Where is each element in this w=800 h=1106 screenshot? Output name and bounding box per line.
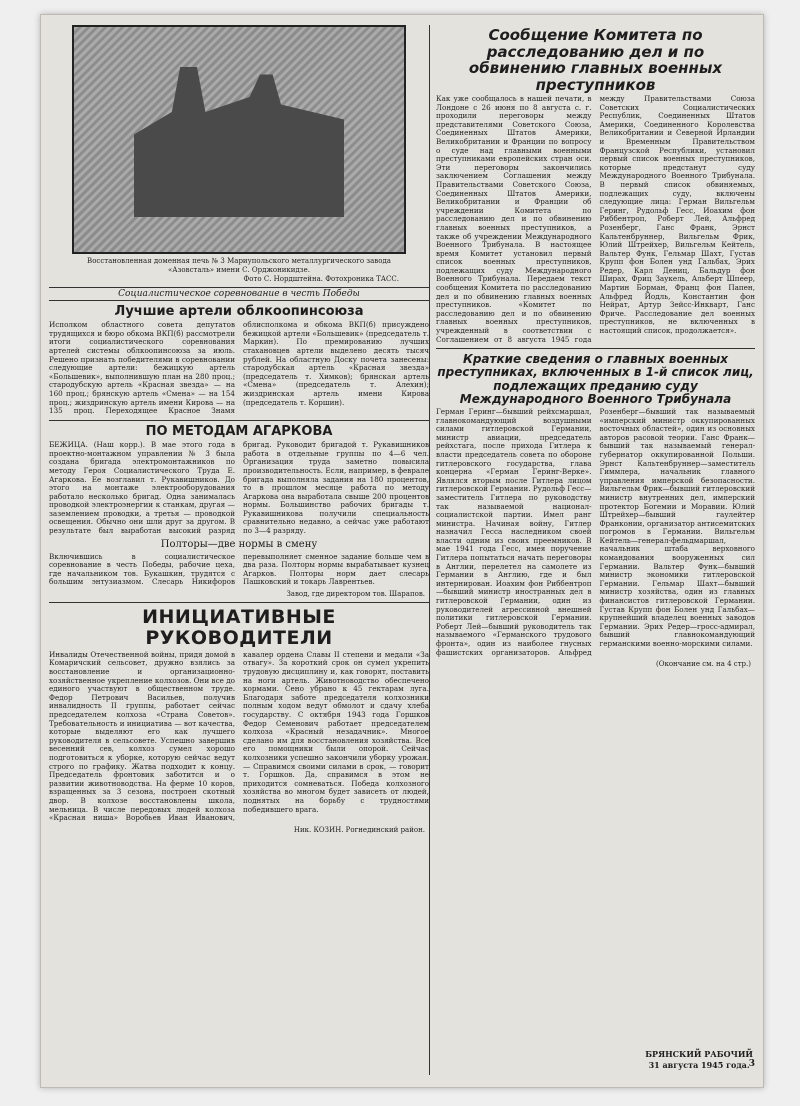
divider <box>49 602 429 603</box>
newspaper-name: БРЯНСКИЙ РАБОЧИЙ <box>645 1049 753 1059</box>
article-norms-body: Включившись в социалистическое соревнование в честь Победы, рабочие цеха, где начальником тов. Букашкин, трудятся с большим энтузиазмом. Слесарь Никифоров перевыполняет сменное задание больше чем в два раза. Полторы нормы вырабатывает кузнец Агарков. Полторы норм дает слесарь Пашковский и токарь Лаврентьев. <box>49 551 429 587</box>
divider <box>49 420 429 421</box>
article-artels-body: Исполком областного совета депутатов трудящихся и бюро обкома ВКП(б) рассмотрели итоги социалистического соревнования артелей системы облкоопинсоюза за июль. Решено признать победителями в соревновании следующие артели: бежицкую артель «Большевик», выполнившую план на 280 проц.; стародубскую артель «Красная звезда» — на 160 проц.; брянскую артель «Смена» — на 154 проц.; жиздринскую артель имени Кирова — на 135 проц. Переходящее Красное Знамя облисполкома и обкома ВКП(б) присуждено бежицкой артели «Большевик» (председатель т. Маркин). По премированию лучших стахановцев артели выделено десять тысяч рублей. На областную Доску почета занесены: стародубская артель «Красная звезда» (председатель т. Химков); брянская артель «Смена» (председатель т. Алехин); жиздринская артель имени Кирова (председатель т. Коршин). <box>49 320 429 416</box>
page-number: 3 <box>748 1059 755 1069</box>
article-leaders-sign: Ник. КОЗИН. Рогнединский район. <box>293 825 425 834</box>
article-agarkov-body: БЕЖИЦА. (Наш корр.). В мае этого года в проектно-монтажном управлении № 3 была создана бригада электромонтажников по методу Героя Социалистического Труда Е. Агаркова. Ее возглавил т. Рукавишников. До этого на монтаже электрооборудования работало несколько бригад. Одна занималась проводкой электроэнергии к станкам, другая — заземлением проводки, а третья — проводкой освещения. Обычно они шли друг за другом. В результате был выработан высокий разряд бригад. Руководит бригадой т. Рукавишников работа в отдельные группы по 4—6 чел. Организация труда заметно повысила производительность. Если, например, в феврале бригада выполняла задания на 180 процентов, то в прошлом месяце работа по методу Агаркова она выработала свыше 200 процентов нормы. Большинство рабочих бригады т. Рукавишникова получили специальность сравнительно недавно, а сейчас уже работают по 3—4 разряду. <box>49 440 429 536</box>
photo-caption: Восстановленная доменная печь № 3 Мариупольского металлургического завода «Азовсталь» имени С. Орджоникидзе. <box>87 257 391 274</box>
page-footer <box>47 1049 757 1083</box>
headline-leaders: ИНИЦИАТИВНЫЕ РУКОВОДИТЕЛИ <box>142 606 336 649</box>
article-leaders-body: Инвалиды Отечественной войны, придя домой в Комаричский сельсовет, дружно взялись за восстановление и организационно-хозяйственное укрепление колхозов. Они все до единого участвуют в общественном труде. Федор Петрович Васильев, получив инвалидность II группы, работает сейчас председателем колхоза «Страна Советов». Требовательность и инициатива — вот качества, которые выделяют его как лучшего руководителя в сельсовете. Успешно завершив весенний сев, колхоз сумел хорошо подготовиться к уборке, которую сейчас ведут строго по графику. Жатва подходит к концу. Председатель фронтовик заботится и о развитии животноводства. На ферме 10 коров, взращенных за 3 сезона, построен скотный двор. В колхозе восстановлены школа, мельница. В числе передовых людей колхоза «Красная ниша» Воробьев Иван Иванович, кавалер ордена Славы II степени и медали «За отвагу». За короткий срок он сумел укрепить трудовую дисциплину и, как говорят, поставить на ноги артель. Животноводство обеспечено кормами. Сено убрано к 45 гектарам луга. Благодаря заботе председателя колхозники полным ходом ведут обмолот и сдачу хлеба государству. С октября 1943 года Горшков Федор Семенович работает председателем колхоза «Красный незадачник». Многое сделано им для восстановления хозяйства. Все его помощники были опорой. Сейчас колхозники успешно закончили уборку урожая. — Справимся своими силами в срок, — говорит т. Горшков. Да, справимся в этом не приходится сомневаться. Победа колхозного хозяйства во многом будет зависеть от людей, поднятых на борьбу с трудностями победившего врага. <box>49 649 429 823</box>
issue-info <box>645 1049 753 1071</box>
newspaper-page <box>40 14 764 1088</box>
article-norms-sign: Завод, где директором тов. Шарапов. <box>286 590 425 599</box>
left-column <box>49 25 429 1075</box>
headline-committee: Сообщение Комитета по расследованию дел и по обвинению главных военных преступников <box>468 26 723 94</box>
banner-norms: Полторы—две нормы в смену <box>160 538 318 550</box>
right-column <box>429 25 755 1075</box>
issue-date: 31 августа 1945 года. <box>648 1060 750 1070</box>
photo-credit: Фото С. Нордштейна. Фотохроника ТАСС. <box>243 275 399 283</box>
article-criminals-body: Герман Геринг—бывший рейхсмаршал, главнокомандующий воздушными силами гитлеровской Германии, министр авиации, председатель рейхстага, после прихода Гитлера к власти председатель совета по обороне гитлеровского государства, глава концерна «Герман Геринг-Верке». Являлся вторым после Гитлера лицом гитлеровской Германии. Рудольф Гесс—заместитель Гитлера по руководству так называемой национал-социалистской партии. Имел ранг министра. Начиная войну, Гитлер назначил Гесса наследником своей власти одним из своих преемников. В мае 1941 года Гесс, имея поручение Гитлера попытаться начать переговоры в Англии, перелетел на самолете из Германии в Англию, где и был интернирован. Иоахим фон Риббентроп—бывший министр иностранных дел в гитлеровской Германии, один из руководителей агрессивной внешней политики гитлеровской Германии. Роберт Лей—бывший руководитель так называемого «Германского трудового фронта», один из наиболее гнусных фашистских организаторов. Альфред Розенберг—бывший так называемый «имперский министр оккупированных восточных областей», один из основных авторов расовой теории. Ганс Франк—бывший так называемый генерал-губернатор оккупированной Польши. Эрнст Кальтенбруннер—заместитель Гиммлера, начальник главного управления имперской безопасности. Вильгельм Фрик—бывший гитлеровский министр внутренних дел, имперский протектор Богемии и Моравии. Юлий Штрейхер—бывший гаулейтер Франконии, организатор антисемитских погромов в Германии. Вильгельм Кейтель—генерал-фельдмаршал, начальник штаба верховного командования вооруженных сил Германии. Вальтер Функ—бывший министр экономики гитлеровской Германии. Гельмар Шахт—бывший министр хозяйства, один из главных финансистов гитлеровской Германии. Густав Крупп фон Болен унд Гальбах—крупнейший владелец военных заводов Германии. Эрих Редер—гросс-адмирал, бывший главнокомандующий германскими военно-морскими силами. <box>436 406 755 657</box>
headline-artels: Лучшие артели облкоопинсоюза <box>114 304 364 319</box>
article-committee-body: Как уже сообщалось в нашей печати, в Лондоне с 26 июня по 8 августа с. г. проходили переговоры между представителями Советского Союза, Соединенных Штатов Америки, Великобритании и Франции по вопросу о суде над главными военными преступниками европейских стран оси. Эти переговоры закончились заключением Соглашения между Правительствами Советского Союза, Соединенных Штатов Америки, Великобритании и Франции об учреждении Комитета по расследованию дел и по обвинению главных военных преступников, а также об учреждении Международного Военного Трибунала. В настоящее время Комитет установил первый список военных преступников, подлежащих суду Международного Военного Трибунала. Передаем текст сообщения Комитета по расследованию дел и по обвинению главных военных преступников. «Комитет по расследованию дел и по обвинению главных военных преступников, учрежденный в соответствии с Соглашением от 8 августа 1945 года между Правительствами Союза Советских Социалистических Республик, Соединенных Штатов Америки, Соединенного Королевства Великобритании и Северной Ирландии и Временным Правительством Французской Республики, установил первый список военных преступников, которые предстанут суду Международного Военного Трибунала. В первый список обвиняемых, подлежащих суду, включены следующие лица: Герман Вильгельм Геринг, Рудольф Гесс, Иоахим фон Риббентроп, Роберт Лей, Альфред Розенберг, Ганс Франк, Эрнст Кальтенбруннер, Вильгельм Фрик, Юлий Штрейхер, Вильгельм Кейтель, Вальтер Функ, Гельмар Шахт, Густав Крупп фон Болен унд Гальбах, Эрих Редер, Карл Дениц, Бальдур фон Ширах, Фриц Заукель, Альберт Шпеер, Мартин Борман, Франц фон Папен, Альфред Йодль, Константин фон Нейрат, Артур Зейсс-Инкварт, Ганс Фриче. Расследование дел военных преступников, не включенных в настоящий список, продолжается». <box>436 94 755 344</box>
factory-photo <box>72 25 406 254</box>
headline-agarkov: ПО МЕТОДАМ АГАРКОВА <box>145 423 333 439</box>
headline-criminals: Краткие сведения о главных военных преступниках, включенных в 1-й список лиц, подлежащих преданию суду Международного Военного Трибунала <box>437 352 754 406</box>
blast-furnace-image <box>134 67 344 217</box>
divider <box>436 348 755 349</box>
rubric: Социалистическое соревнование в честь Победы <box>49 287 429 301</box>
continuation-note: (Окончание см. на 4 стр.) <box>655 660 751 669</box>
